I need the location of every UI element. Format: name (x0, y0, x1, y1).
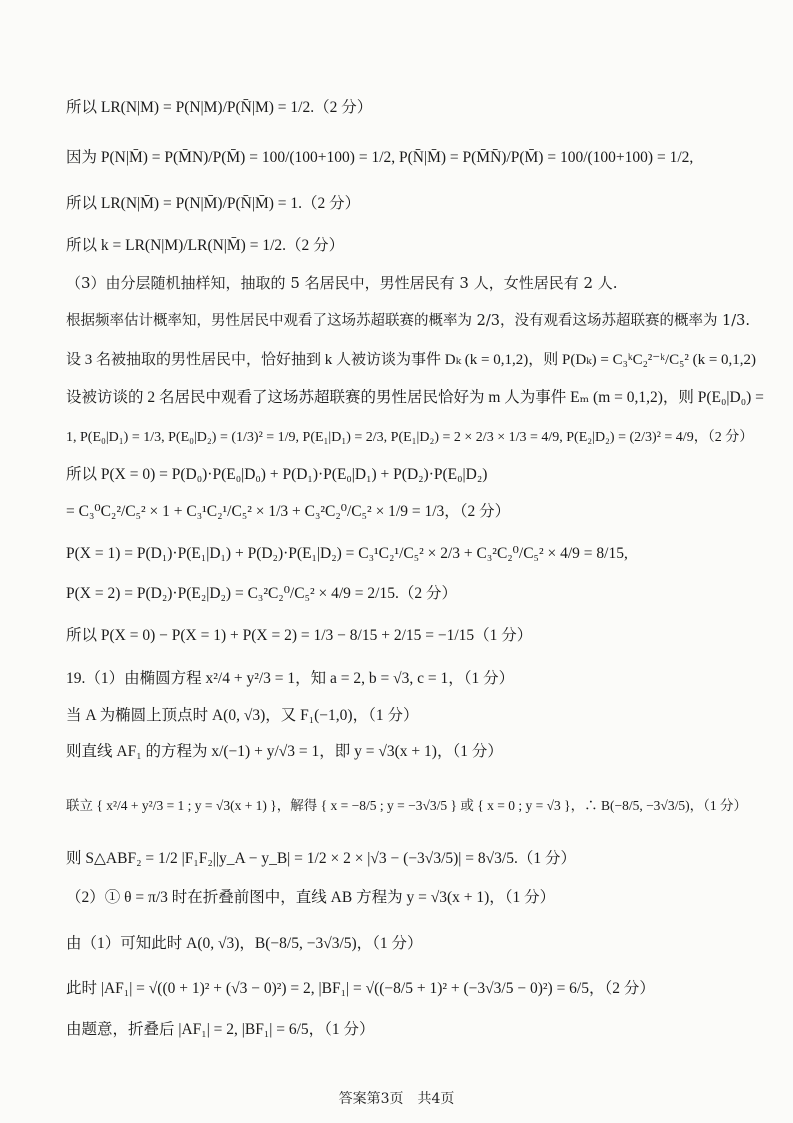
text-line: 所以 P(X = 0) = P(D₀)·P(E₀|D₀) + P(D₁)·P(E₀|D₁) + P(D₂)·P(E₀|D₂) (66, 466, 488, 483)
text-line: P(X = 2) = P(D₂)·P(E₂|D₂) = C₃²C₂⁰/C₅² × 4/9 = 2/15.（2 分） (66, 585, 457, 602)
text-line: = C₃⁰C₂²/C₅² × 1 + C₃¹C₂¹/C₅² × 1/3 + C₃²C₂⁰/C₅² × 1/9 = 1/3，（2 分） (66, 503, 511, 520)
text-line: 联立 { x²/4 + y²/3 = 1 ; y = √3(x + 1) }，解得 { x = −8/5 ; y = −3√3/5 } 或 { x = 0 ; y = √3 }，∴ B(−8/5, −3√3/5)，（1 分） (66, 798, 747, 813)
text-line: 由题意，折叠后 |AF₁| = 2, |BF₁| = 6/5，（1 分） (66, 1021, 375, 1038)
text-line: 则直线 AF₁ 的方程为 x/(−1) + y/√3 = 1，即 y = √3(x + 1)，（1 分） (66, 743, 503, 760)
text-line: 此时 |AF₁| = √((0 + 1)² + (√3 − 0)²) = 2, |BF₁| = √((−8/5 + 1)² + (−3√3/5 − 0)²) = 6/5，（2 分） (66, 980, 655, 997)
text-line: 所以 LR(N|M̄) = P(N|M̄)/P(N̄|M̄) = 1.（2 分） (66, 195, 361, 212)
text-line: 所以 LR(N|M) = P(N|M)/P(N̄|M) = 1/2.（2 分） (66, 99, 373, 116)
text-line: 所以 P(X = 0) − P(X = 1) + P(X = 2) = 1/3 − 8/15 + 2/15 = −1/15（1 分） (66, 627, 533, 644)
text-line: 当 A 为椭圆上顶点时 A(0, √3)，又 F₁(−1,0)，（1 分） (66, 707, 419, 724)
text-line: 根据频率估计概率知，男性居民中观看了这场苏超联赛的概率为 2/3，没有观看这场苏超联赛的概率为 1/3. (66, 313, 750, 329)
text-line: 1, P(E₀|D₁) = 1/3, P(E₀|D₂) = (1/3)² = 1/9, P(E₁|D₁) = 2/3, P(E₁|D₂) = 2 × 2/3 × 1/3 = 4/9, P(E₂|D₂) = (2/3)² = 4/9，（2 分） (66, 430, 754, 445)
text-line: 19.（1）由椭圆方程 x²/4 + y²/3 = 1，知 a = 2, b = √3, c = 1，（1 分） (66, 670, 515, 687)
text-line: 由（1）可知此时 A(0, √3)，B(−8/5, −3√3/5)，（1 分） (66, 935, 423, 952)
text-line: （2）① θ = π/3 时在折叠前图中，直线 AB 方程为 y = √3(x + 1)，（1 分） (66, 889, 556, 906)
text-line: （3）由分层随机抽样知，抽取的 5 名居民中，男性居民有 3 人，女性居民有 2 人. (66, 274, 618, 292)
text-line: P(X = 1) = P(D₁)·P(E₁|D₁) + P(D₂)·P(E₁|D₂) = C₃¹C₂¹/C₅² × 2/3 + C₃²C₂⁰/C₅² × 4/9 = 8/15, (66, 545, 628, 562)
text-line: 所以 k = LR(N|M)/LR(N|M̄) = 1/2.（2 分） (66, 237, 345, 254)
text-line: 设 3 名被抽取的男性居民中，恰好抽到 k 人被访谈为事件 Dₖ (k = 0,1,2)，则 P(Dₖ) = C₃ᵏC₂²⁻ᵏ/C₅² (k = 0,1,2) (66, 352, 757, 368)
text-line: 则 S△ABF₂ = 1/2 |F₁F₂||y_A − y_B| = 1/2 × 2 × |√3 − (−3√3/5)| = 8√3/5.（1 分） (66, 850, 576, 867)
text-line: 因为 P(N|M̄) = P(M̄N)/P(M̄) = 100/(100+100) = 1/2, P(N̄|M̄) = P(M̄N̄)/P(M̄) = 100/(100+100) = 1/2, (66, 149, 694, 166)
page-footer: 答案第3页 共4页 (338, 1091, 455, 1107)
text-line: 设被访谈的 2 名居民中观看了这场苏超联赛的男性居民恰好为 m 人为事件 Eₘ (m = 0,1,2)，则 P(E₀|D₀) = (66, 389, 764, 406)
